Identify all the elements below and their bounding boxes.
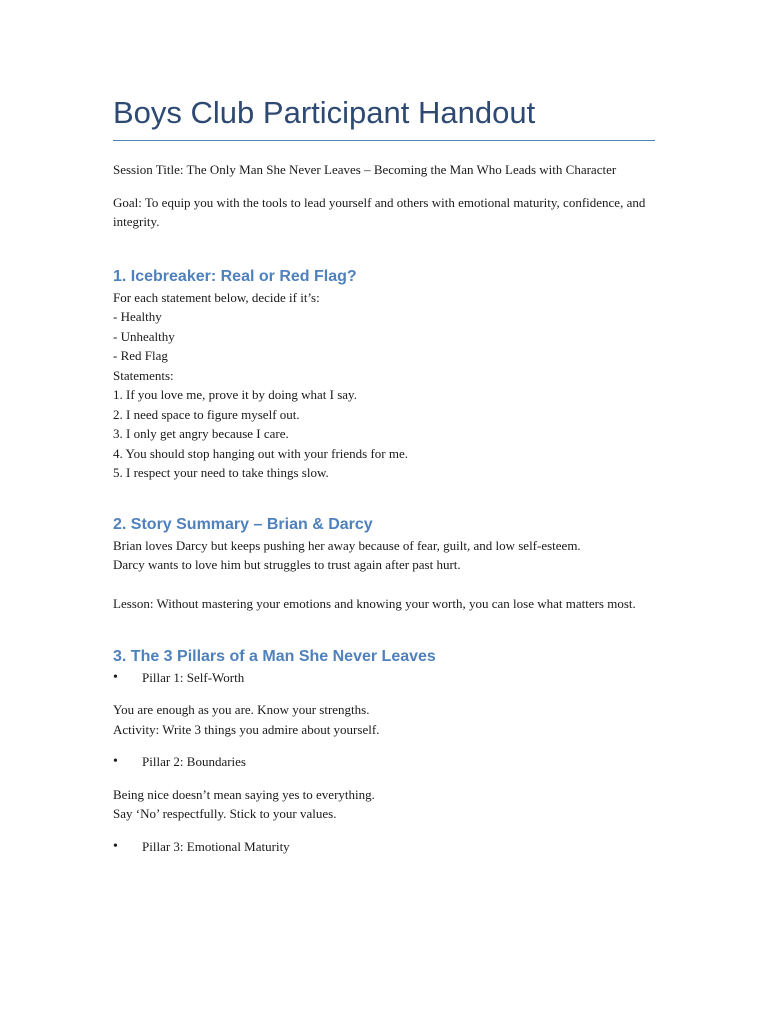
blank-line — [113, 575, 655, 595]
statement-item: 4. You should stop hanging out with your friends for me. — [113, 445, 409, 461]
statement-item: 3. I only get angry because I care. — [113, 426, 289, 441]
icebreaker-intro: For each statement below, decide if it’s: — [113, 289, 320, 305]
goal-text: Goal: To equip you with the tools to lead yourself and others with emotional maturity, confidence, and integrity. — [113, 194, 646, 229]
pillar-item — [113, 752, 655, 772]
bullet-icon: • — [113, 838, 118, 854]
pillar-label: Pillar 2: Boundaries — [142, 754, 246, 769]
pillar-text: Activity: Write 3 things you admire about yourself. — [113, 721, 380, 737]
option-item: - Red Flag — [113, 348, 168, 363]
section-heading-icebreaker: 1. Icebreaker: Real or Red Flag? — [113, 267, 357, 285]
story-line: Brian loves Darcy but keeps pushing her away because of fear, guilt, and low self-esteem. — [113, 537, 581, 553]
option-item: - Unhealthy — [113, 328, 175, 344]
session-title: Session Title: The Only Man She Never Leaves – Becoming the Man Who Leads with Character — [113, 162, 617, 177]
section-heading-pillars: 3. The 3 Pillars of a Man She Never Leaves — [113, 647, 436, 665]
bullet-icon: • — [113, 754, 118, 769]
pillar-text: You are enough as you are. Know your strengths. — [113, 702, 370, 717]
statement-item: 5. I respect your need to take things slow. — [113, 465, 329, 480]
pillar-item — [113, 668, 655, 688]
pillar-item — [113, 837, 655, 857]
pillar-label: Pillar 3: Emotional Maturity — [142, 838, 290, 854]
lesson-text: Lesson: Without mastering your emotions and knowing your worth, you can lose what matters most. — [113, 596, 636, 611]
pillar-text: Say ‘No’ respectfully. Stick to your values. — [113, 806, 337, 821]
section-heading-story: 2. Story Summary – Brian & Darcy — [113, 515, 373, 533]
pillar-text: Being nice doesn’t mean saying yes to everything. — [113, 786, 375, 802]
statement-item: 1. If you love me, prove it by doing what I say. — [113, 387, 357, 402]
option-item: - Healthy — [113, 309, 162, 324]
bullet-icon: • — [113, 669, 118, 685]
document-title: Boys Club Participant Handout — [113, 94, 655, 141]
statements-label: Statements: — [113, 367, 174, 383]
statement-item: 2. I need space to figure myself out. — [113, 406, 300, 422]
pillar-label: Pillar 1: Self-Worth — [142, 669, 245, 685]
document-page — [113, 94, 655, 856]
story-line: Darcy wants to love him but struggles to trust again after past hurt. — [113, 557, 461, 572]
